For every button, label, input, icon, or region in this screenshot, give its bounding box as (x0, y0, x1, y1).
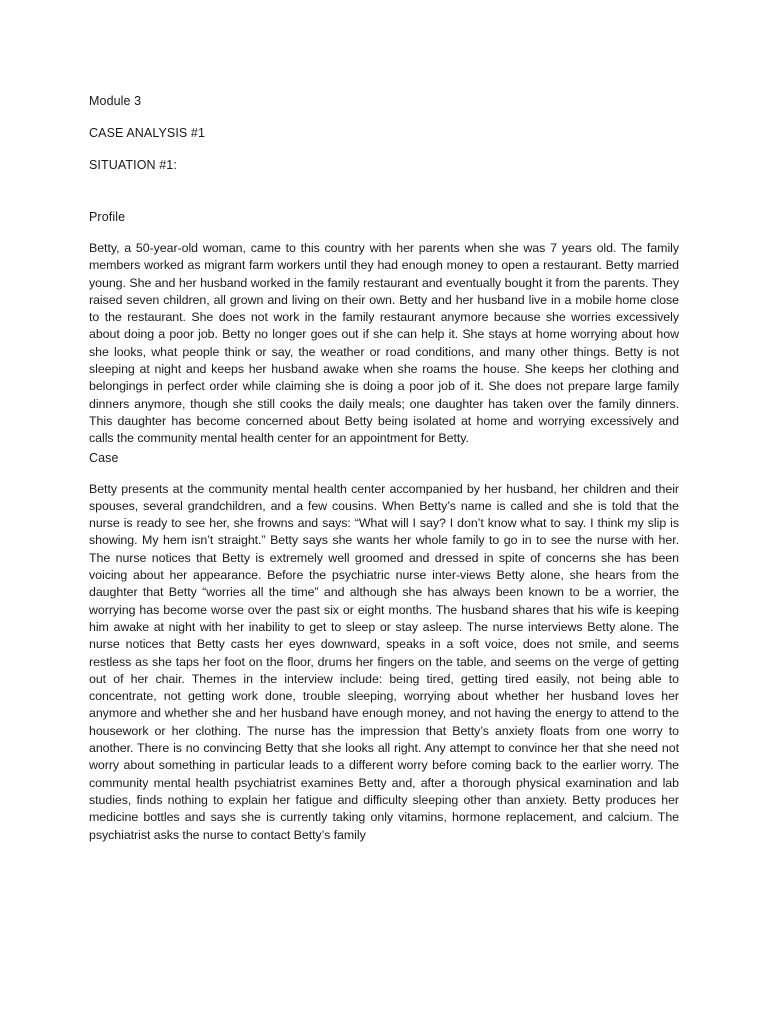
profile-heading: Profile (89, 210, 126, 224)
document-content (89, 91, 679, 844)
case-heading: Case (89, 450, 119, 465)
profile-paragraph: Betty, a 50-year-old woman, came to this country with her parents when she was 7 years old. The family members worked as migrant farm workers until they had enough money to open a restaurant. Betty married young. She and her husband worked in the family restaurant and eventually bought it from the parents. They raised seven children, all grown and living on their own. Betty and her husband live in a mobile home close to the restaurant. She does not work in the family restaurant anymore because she worries excessively about doing a poor job. Betty no longer goes out if she can help it. She stays at home worrying about how she looks, what people think or say, the weather or road conditions, and many other things. Betty is not sleeping at night and keeps her husband awake when she roams the house. She keeps her clothing and belongings in perfect order while claiming she is doing a poor job of it. She does not prepare large family dinners anymore, though she still cooks the daily meals; one daughter has taken over the family dinners. This daughter has become concerned about Betty being isolated at home and worrying excessively and calls the community mental health center for an appointment for Betty. (89, 241, 679, 446)
case-paragraph: Betty presents at the community mental health center accompanied by her husband, her children and their spouses, several grandchildren, and a few cousins. When Betty’s name is called and she is told that the nurse is ready to see her, she frowns and says: “What will I say? I don’t know what to say. I think my slip is showing. My hem isn’t straight.” Betty says she wants her whole family to go in to see the nurse with her. The nurse notices that Betty is extremely well groomed and dressed in spite of concerns she has been voicing about her appearance. Before the psychiatric nurse inter-views Betty alone, she hears from the daughter that Betty “worries all the time” and although she has always been known to be a worrier, the worrying has become worse over the past six or eight months. The husband shares that his wife is keeping him awake at night with her inability to get to sleep or stay asleep. The nurse interviews Betty alone. The nurse notices that Betty casts her eyes downward, speaks in a soft voice, does not smile, and seems restless as she taps her foot on the floor, drums her fingers on the table, and seems on the verge of getting out of her chair. Themes in the interview include: being tired, getting tired easily, not being able to concentrate, not getting work done, trouble sleeping, worrying about whether her husband loves her anymore and whether she and her husband have enough money, and not having the energy to attend to the housework or her clothing. The nurse has the impression that Betty’s anxiety floats from one worry to another. There is no convincing Betty that she looks all right. Any attempt to convince her that she need not worry about something in particular leads to a different worry before coming back to the earlier worry. The community mental health psychiatrist examines Betty and, after a thorough physical examination and lab studies, finds nothing to explain her fatigue and difficulty sleeping other than anxiety. Betty produces her medicine bottles and says she is currently taking only vitamins, hormone replacement, and calcium. The psychiatrist asks the nurse to contact Betty’s family (89, 481, 679, 842)
module-title: Module 3 (89, 94, 142, 108)
case-analysis-title: CASE ANALYSIS #1 (89, 126, 206, 140)
situation-title: SITUATION #1: (89, 158, 177, 172)
